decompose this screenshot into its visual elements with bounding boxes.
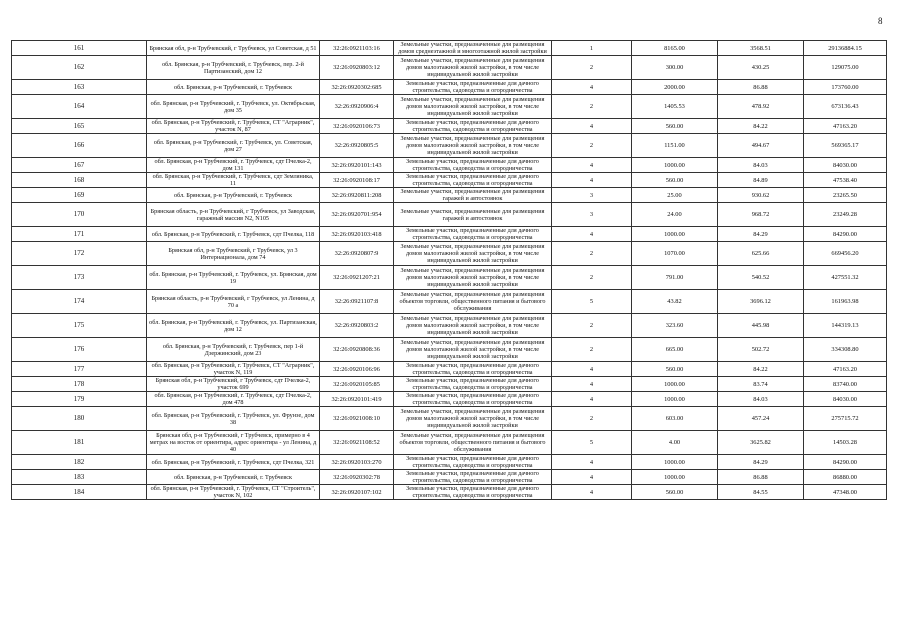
group-cell: 4 [552,227,632,242]
area-cell: 2000.00 [632,80,718,95]
cadastral-number-cell: 32:26:0920701:954 [320,203,394,227]
cadastral-value-cell: 84290.00 [804,455,887,470]
land-use-cell: Земельные участки, предназначенные для дачного строительства, садоводства и огородничества [394,80,552,95]
row-number: 165 [12,119,147,134]
group-cell: 2 [552,134,632,158]
land-use-cell: Земельные участки, предназначенные для размещения домов малоэтажной жилой застройки, в том числе индивидуальной жилой застройки [394,338,552,362]
group-cell: 4 [552,470,632,485]
land-use-cell: Земельные участки, предназначенные для размещения домов среднеэтажной и многоэтажной жилой застройки [394,41,552,56]
table-row [12,188,887,203]
address-cell: Брянская обл, р-н Трубчевский, г Трубчевск, ул Советская, д 51 [147,41,320,56]
address-cell: обл. Брянская, р-н Трубчевский, г. Трубчевск, ул. Советская, дом 27 [147,134,320,158]
address-cell: обл. Брянская, р-н Трубчевский, г. Трубчевск, сдт Пчелка-2, дом 131 [147,158,320,173]
cadastral-value-cell: 23265.50 [804,188,887,203]
address-cell: Брянская область, р-н Трубчевский, г Трубчевск, ул Ленина, д 70 а [147,290,320,314]
address-cell: обл. Брянская, р-н Трубчевский, г. Трубчевск, ул. Брянская, дом 19 [147,266,320,290]
cadastral-number-cell: 32:26:0920302:685 [320,80,394,95]
address-cell: обл. Брянская, р-н Трубчевский, г. Трубчевск, СТ "Строитель", участок N, 102 [147,485,320,500]
row-number: 184 [12,485,147,500]
address-cell: обл. Брянская, р-н Трубчевский, г. Трубчевск, сдт Пчелка-2, дом 478 [147,392,320,407]
land-use-cell: Земельные участки, предназначенные для дачного строительства, садоводства и огородничества [394,377,552,392]
row-number: 162 [12,56,147,80]
table-row [12,314,887,338]
table-row [12,119,887,134]
address-cell: обл. Брянская, р-н Трубчевский, г. Трубчевск, сдт Земляника, 11 [147,173,320,188]
table-row [12,377,887,392]
row-number: 168 [12,173,147,188]
land-use-cell: Земельные участки, предназначенные для дачного строительства, садоводства и огородничества [394,158,552,173]
land-use-cell: Земельные участки, предназначенные для размещения домов малоэтажной жилой застройки, в том числе индивидуальной жилой застройки [394,407,552,431]
row-number: 179 [12,392,147,407]
group-cell: 4 [552,362,632,377]
address-cell: обл. Брянская, р-н Трубчевский, г. Трубчевск, сдт Пчелка, 118 [147,227,320,242]
specific-value-cell: 86.88 [718,470,804,485]
address-cell: обл. Брянская, р-н Трубчевский, г. Трубчевск, ул. Октябрьская, дом 35 [147,95,320,119]
area-cell: 603.00 [632,407,718,431]
table-row [12,290,887,314]
cadastral-number-cell: 32:26:0920811:208 [320,188,394,203]
cadastral-value-cell: 129075.00 [804,56,887,80]
cadastral-number-cell: 32:26:0920101:143 [320,158,394,173]
row-number: 183 [12,470,147,485]
address-cell: обл. Брянская, р-н Трубчевский, г. Трубчевск, СТ "Аграрник", участок N, 87 [147,119,320,134]
cadastral-number-cell: 32:26:0920103:418 [320,227,394,242]
row-number: 167 [12,158,147,173]
cadastral-value-cell: 673136.43 [804,95,887,119]
specific-value-cell: 430.25 [718,56,804,80]
specific-value-cell: 84.29 [718,455,804,470]
specific-value-cell: 968.72 [718,203,804,227]
group-cell: 4 [552,173,632,188]
cadastral-value-cell: 47163.20 [804,362,887,377]
row-number: 171 [12,227,147,242]
row-number: 163 [12,80,147,95]
group-cell: 2 [552,314,632,338]
group-cell: 4 [552,392,632,407]
cadastral-number-cell: 32:26:0920803:2 [320,314,394,338]
cadastral-number-cell: 32:26:0920807:9 [320,242,394,266]
area-cell: 1000.00 [632,158,718,173]
cadastral-number-cell: 32:26:0920107:102 [320,485,394,500]
table-row [12,95,887,119]
group-cell: 4 [552,158,632,173]
row-number: 177 [12,362,147,377]
group-cell: 2 [552,338,632,362]
land-use-cell: Земельные участки, предназначенные для размещения домов малоэтажной жилой застройки, в том числе индивидуальной жилой застройки [394,242,552,266]
specific-value-cell: 625.66 [718,242,804,266]
specific-value-cell: 3625.82 [718,431,804,455]
cadastral-value-cell: 47538.40 [804,173,887,188]
group-cell: 2 [552,242,632,266]
cadastral-value-cell: 669456.20 [804,242,887,266]
area-cell: 8165.00 [632,41,718,56]
table-row [12,56,887,80]
area-cell: 1000.00 [632,470,718,485]
land-use-cell: Земельные участки, предназначенные для дачного строительства, садоводства и огородничества [394,173,552,188]
cadastral-value-cell: 569365.17 [804,134,887,158]
specific-value-cell: 494.67 [718,134,804,158]
cadastral-value-cell: 83740.00 [804,377,887,392]
row-number: 169 [12,188,147,203]
group-cell: 5 [552,431,632,455]
row-number: 161 [12,41,147,56]
cadastral-value-table [11,40,887,500]
area-cell: 560.00 [632,119,718,134]
specific-value-cell: 86.88 [718,80,804,95]
specific-value-cell: 84.29 [718,227,804,242]
specific-value-cell: 83.74 [718,377,804,392]
table-row [12,266,887,290]
area-cell: 300.00 [632,56,718,80]
land-use-cell: Земельные участки, предназначенные для дачного строительства, садоводства и огородничества [394,119,552,134]
area-cell: 24.00 [632,203,718,227]
specific-value-cell: 84.55 [718,485,804,500]
specific-value-cell: 3568.51 [718,41,804,56]
row-number: 180 [12,407,147,431]
area-cell: 1000.00 [632,392,718,407]
address-cell: обл. Брянская, р-н Трубчевский, г. Трубчевск [147,188,320,203]
cadastral-value-cell: 14503.28 [804,431,887,455]
cadastral-value-cell: 47348.00 [804,485,887,500]
specific-value-cell: 84.03 [718,158,804,173]
area-cell: 1000.00 [632,455,718,470]
group-cell: 3 [552,188,632,203]
row-number: 181 [12,431,147,455]
cadastral-value-cell: 86880.00 [804,470,887,485]
specific-value-cell: 445.98 [718,314,804,338]
table-row [12,173,887,188]
specific-value-cell: 930.62 [718,188,804,203]
specific-value-cell: 84.22 [718,362,804,377]
area-cell: 1151.00 [632,134,718,158]
area-cell: 560.00 [632,362,718,377]
land-use-cell: Земельные участки, предназначенные для размещения гаражей и автостоянок [394,203,552,227]
address-cell: Брянская обл, р-н Трубчевский, г Трубчевск, ул 3 Интернационала, дом 74 [147,242,320,266]
cadastral-number-cell: 32:26:0920108:17 [320,173,394,188]
cadastral-number-cell: 32:26:0921108:52 [320,431,394,455]
address-cell: Брянская обл, р-н Трубчевский, г Трубчевск, сдт Пчелка-2, участок 699 [147,377,320,392]
group-cell: 5 [552,290,632,314]
area-cell: 1000.00 [632,377,718,392]
specific-value-cell: 3696.12 [718,290,804,314]
cadastral-value-cell: 173760.00 [804,80,887,95]
table-row [12,242,887,266]
address-cell: обл. Брянская, р-н Трубчевский, г. Трубчевск, СТ "Аграрник", участок N, 119 [147,362,320,377]
group-cell: 3 [552,203,632,227]
land-use-cell: Земельные участки, предназначенные для дачного строительства, садоводства и огородничества [394,470,552,485]
land-use-cell: Земельные участки, предназначенные для размещения домов малоэтажной жилой застройки, в том числе индивидуальной жилой застройки [394,56,552,80]
row-number: 170 [12,203,147,227]
row-number: 172 [12,242,147,266]
cadastral-value-cell: 23249.28 [804,203,887,227]
cadastral-value-cell: 275715.72 [804,407,887,431]
area-cell: 560.00 [632,173,718,188]
cadastral-number-cell: 32:26:0920101:419 [320,392,394,407]
group-cell: 2 [552,56,632,80]
cadastral-number-cell: 32:26:0920105:85 [320,377,394,392]
cadastral-number-cell: 32:26:0921207:21 [320,266,394,290]
group-cell: 4 [552,377,632,392]
table-row [12,455,887,470]
address-cell: обл. Брянская, р-н Трубчевский, г. Трубчевск, ул. Фрунзе, дом 38 [147,407,320,431]
address-cell: обл. Брянская, р-н Трубчевский, г. Трубчевск [147,470,320,485]
group-cell: 4 [552,80,632,95]
cadastral-value-cell: 29136884.15 [804,41,887,56]
address-cell: обл. Брянская, р-н Трубчевский, г. Трубчевск, ул. Партизанская, дом 12 [147,314,320,338]
land-use-cell: Земельные участки, предназначенные для дачного строительства, садоводства и огородничества [394,455,552,470]
land-use-cell: Земельные участки, предназначенные для размещения объектов торговли, общественного питания и бытового обслуживания [394,290,552,314]
land-use-cell: Земельные участки, предназначенные для дачного строительства, садоводства и огородничества [394,392,552,407]
group-cell: 1 [552,41,632,56]
area-cell: 43.82 [632,290,718,314]
cadastral-number-cell: 32:26:0920808:36 [320,338,394,362]
table-row [12,485,887,500]
address-cell: обл. Брянская, р-н Трубчевский, г. Трубчевск [147,80,320,95]
area-cell: 1070.00 [632,242,718,266]
cadastral-value-cell: 161963.98 [804,290,887,314]
cadastral-value-cell: 84290.00 [804,227,887,242]
cadastral-number-cell: 32:26:0921008:10 [320,407,394,431]
group-cell: 2 [552,407,632,431]
table-row [12,80,887,95]
row-number: 166 [12,134,147,158]
cadastral-value-cell: 334308.80 [804,338,887,362]
cadastral-number-cell: 32:26:0921103:16 [320,41,394,56]
area-cell: 1000.00 [632,227,718,242]
area-cell: 560.00 [632,485,718,500]
specific-value-cell: 478.92 [718,95,804,119]
row-number: 182 [12,455,147,470]
cadastral-value-cell: 84030.00 [804,158,887,173]
address-cell: обл. Брянская, р-н Трубчевский, г. Трубчевск, пер 1-й Дзержинский, дом 23 [147,338,320,362]
table-row [12,407,887,431]
land-use-cell: Земельные участки, предназначенные для размещения домов малоэтажной жилой застройки, в том числе индивидуальной жилой застройки [394,314,552,338]
area-cell: 4.00 [632,431,718,455]
address-cell: Брянская обл, р-н Трубчевский, г Трубчевск, примерно в 4 метрах на восток от ориентира, адрес ориентира - ул Ленина, д 40 [147,431,320,455]
table-row [12,227,887,242]
table-row [12,338,887,362]
row-number: 175 [12,314,147,338]
table-row [12,158,887,173]
group-cell: 4 [552,455,632,470]
cadastral-number-cell: 32:26:0920103:270 [320,455,394,470]
land-use-cell: Земельные участки, предназначенные для дачного строительства, садоводства и огородничества [394,362,552,377]
land-use-cell: Земельные участки, предназначенные для размещения домов малоэтажной жилой застройки, в том числе индивидуальной жилой застройки [394,266,552,290]
table-row [12,392,887,407]
group-cell: 2 [552,95,632,119]
area-cell: 25.00 [632,188,718,203]
specific-value-cell: 84.89 [718,173,804,188]
row-number: 173 [12,266,147,290]
table-row [12,134,887,158]
address-cell: обл. Брянская, р-н Трубчевский, г. Трубчевск, пер. 2-й Партизанский, дом 12 [147,56,320,80]
area-cell: 665.00 [632,338,718,362]
group-cell: 4 [552,119,632,134]
row-number: 164 [12,95,147,119]
cadastral-number-cell: 32:26:0920302:78 [320,470,394,485]
land-use-cell: Земельные участки, предназначенные для размещения гаражей и автостоянок [394,188,552,203]
area-cell: 323.60 [632,314,718,338]
address-cell: обл. Брянская, р-н Трубчевский, г. Трубчевск, сдт Пчелка, 321 [147,455,320,470]
row-number: 174 [12,290,147,314]
area-cell: 791.00 [632,266,718,290]
area-cell: 1405.53 [632,95,718,119]
page-number: 8 [878,16,883,26]
land-use-cell: Земельные участки, предназначенные для дачного строительства, садоводства и огородничества [394,485,552,500]
cadastral-value-cell: 47163.20 [804,119,887,134]
land-use-cell: Земельные участки, предназначенные для размещения домов малоэтажной жилой застройки, в том числе индивидуальной жилой застройки [394,95,552,119]
land-use-cell: Земельные участки, предназначенные для размещения домов малоэтажной жилой застройки, в том числе индивидуальной жилой застройки [394,134,552,158]
cadastral-value-cell: 427551.32 [804,266,887,290]
table-row [12,41,887,56]
cadastral-value-cell: 84030.00 [804,392,887,407]
table-row [12,362,887,377]
group-cell: 2 [552,266,632,290]
address-cell: Брянская область, р-н Трубчевский, г Трубчевск, ул Заводская, гаражный массив N2, N105 [147,203,320,227]
specific-value-cell: 84.03 [718,392,804,407]
specific-value-cell: 540.52 [718,266,804,290]
specific-value-cell: 84.22 [718,119,804,134]
cadastral-value-cell: 144319.13 [804,314,887,338]
table-row [12,431,887,455]
table-row [12,470,887,485]
table-row [12,203,887,227]
specific-value-cell: 502.72 [718,338,804,362]
group-cell: 4 [552,485,632,500]
cadastral-number-cell: 32:26:0920803:12 [320,56,394,80]
cadastral-number-cell: 32:26:0920106:73 [320,119,394,134]
land-use-cell: Земельные участки, предназначенные для дачного строительства, садоводства и огородничества [394,227,552,242]
row-number: 176 [12,338,147,362]
cadastral-number-cell: 32:26:0920805:5 [320,134,394,158]
specific-value-cell: 457.24 [718,407,804,431]
land-use-cell: Земельные участки, предназначенные для размещения объектов торговли, общественного питания и бытового обслуживания [394,431,552,455]
cadastral-number-cell: 32:26:0920106:96 [320,362,394,377]
cadastral-number-cell: 32:26:0921107:8 [320,290,394,314]
cadastral-number-cell: 32:26:0920906:4 [320,95,394,119]
row-number: 178 [12,377,147,392]
